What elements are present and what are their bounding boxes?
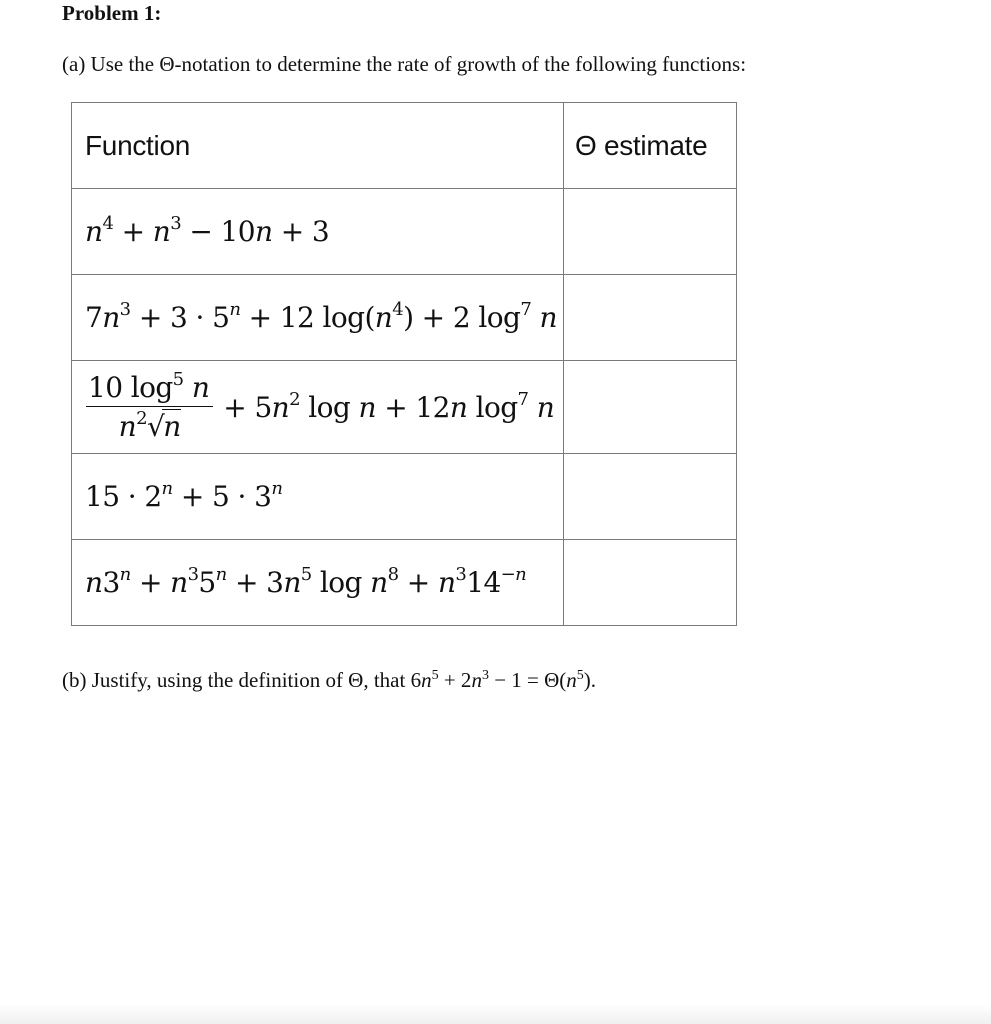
function-expression [72,371,563,443]
growth-rate-table [71,102,737,626]
estimate-answer-cell[interactable] [564,275,737,361]
function-cell [72,361,564,454]
table-row [72,361,737,454]
function-header: Function [85,129,190,161]
table-row [72,540,737,626]
part-b-instructions: (b) Justify, using the definition of Θ, that $6n^5 + 2n^3 - 1 = \Theta(n^5)$. [62,668,597,692]
table-row [72,189,737,275]
estimate-answer-cell[interactable] [564,189,737,275]
fraction-term [86,371,213,443]
function-expression: $7n^3 + 3 \cdot 5^n + 12$ $\log(n^4) + 2$ $\log^7 n$ [85,299,557,334]
function-cell [72,540,564,626]
estimate-answer-cell[interactable] [564,540,737,626]
function-expression: $n3^n + n^35^n + 3n^5$ $\log n^8 + n^314^{-n}$ [85,564,527,599]
estimate-answer-cell[interactable] [564,361,737,454]
table-row [72,275,737,361]
remaining-terms: + $5n^2$ log n + 12n $\log^7 n$ [223,388,555,424]
table-row [72,454,737,540]
table-header-row [72,103,737,189]
estimate-header-cell [564,103,737,189]
function-header-cell [72,103,564,189]
problem-title: Problem 1: [62,1,162,25]
function-expression: $15 \cdot 2^n + 5 \cdot 3^n$ [85,478,283,513]
part-a-instructions: (a) Use the Θ-notation to determine the rate of growth of the following functions: [62,52,747,76]
estimate-header: Θ estimate [575,129,708,161]
fraction-denominator: $n^2√n$ [118,408,181,443]
page-bottom-shadow [0,1004,991,1024]
function-cell [72,275,564,361]
function-cell [72,454,564,540]
function-expression: $n^4 + n^3 - 10n + 3$ [85,213,330,248]
estimate-answer-cell[interactable] [564,454,737,540]
function-cell [72,189,564,275]
fraction-numerator: 10 $\log^5 n$ [86,371,213,407]
